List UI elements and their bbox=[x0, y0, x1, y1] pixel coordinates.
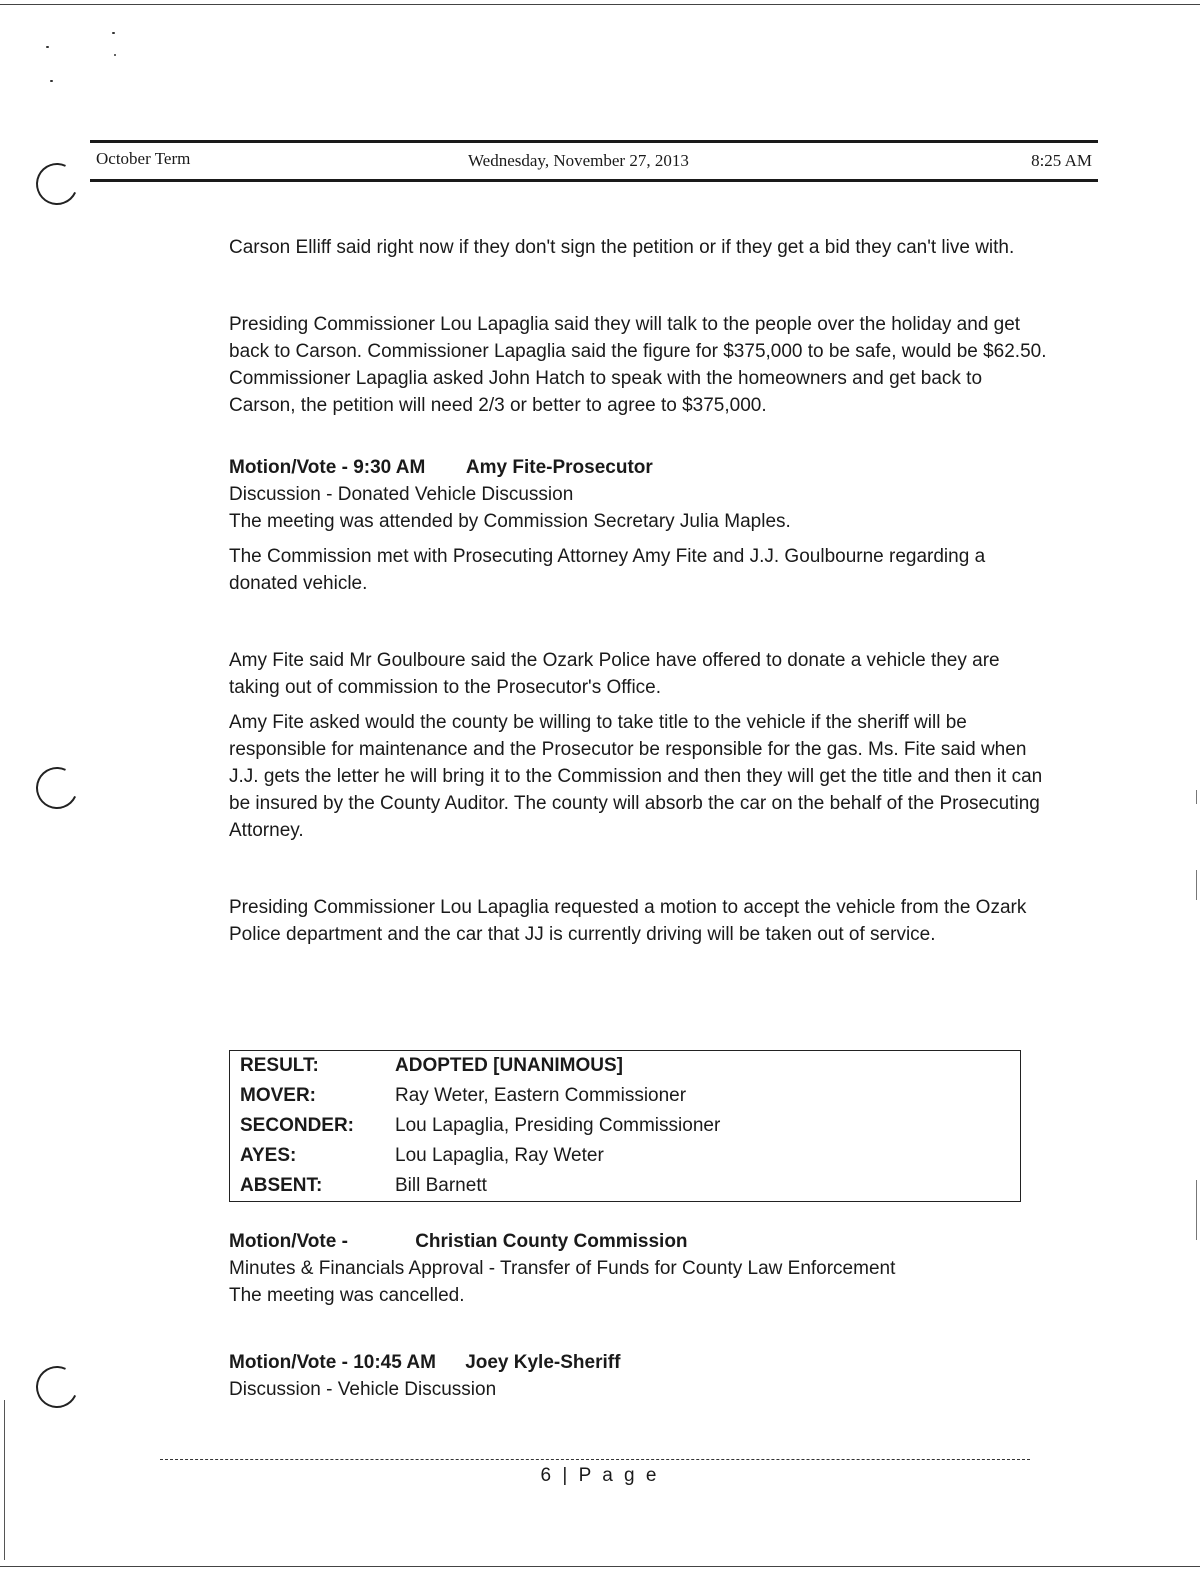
result-value: ADOPTED [UNANIMOUS] bbox=[395, 1055, 623, 1076]
seconder-value: Lou Lapaglia, Presiding Commissioner bbox=[395, 1115, 721, 1136]
table-row bbox=[230, 1171, 1021, 1202]
scan-speck bbox=[50, 80, 53, 82]
section-heading bbox=[229, 454, 1049, 481]
page-header bbox=[96, 147, 1092, 175]
paragraph: Amy Fite asked would the county be willing to take title to the vehicle if the sheriff will be responsible for maintenance and the Prosecutor be responsible for the gas. Ms. Fite said when J.J. gets the letter he will bring it to the Commission and then they will get the title and then it can be insured by the County Auditor. The county will absorb the car on the behalf of the Prosecuting Attorney. bbox=[229, 712, 1043, 841]
minutes-body bbox=[229, 234, 1049, 948]
mover-key: MOVER: bbox=[240, 1085, 316, 1106]
header-time: 8:25 AM bbox=[1031, 151, 1092, 170]
status-line: The meeting was cancelled. bbox=[229, 1285, 465, 1306]
motion-label: Motion/Vote - bbox=[229, 457, 348, 478]
scan-speck bbox=[114, 54, 116, 56]
ayes-value: Lou Lapaglia, Ray Weter bbox=[395, 1145, 604, 1166]
seconder-key: SECONDER: bbox=[240, 1115, 355, 1136]
paragraph: Presiding Commissioner Lou Lapaglia said they will talk to the people over the holiday and get back to Carson. Commissioner Lapaglia said the figure for $375,000 to be safe, would be $62.50. Commissioner Lapaglia asked John Hatch to speak with the homeowners and get back to Carson, the petition will need 2/3 or better to agree to $375,000. bbox=[229, 314, 1047, 416]
table-row bbox=[230, 1081, 1021, 1111]
absent-key: ABSENT: bbox=[240, 1175, 323, 1196]
binder-hole bbox=[30, 1360, 84, 1414]
scan-speck bbox=[112, 32, 115, 34]
page-word: P a g e bbox=[578, 1465, 660, 1486]
paragraph: The Commission met with Prosecuting Attorney Amy Fite and J.J. Goulbourne regarding a donated vehicle. bbox=[229, 546, 986, 594]
page-number: 6 bbox=[540, 1465, 555, 1486]
margin-mark bbox=[1196, 790, 1197, 804]
minutes-body-lower bbox=[229, 1228, 1049, 1403]
table-row bbox=[230, 1111, 1021, 1141]
page-separator: | bbox=[562, 1465, 571, 1486]
discussion-line: Minutes & Financials Approval - Transfer of Funds for County Law Enforcement bbox=[229, 1258, 896, 1279]
paragraph: Presiding Commissioner Lou Lapaglia requested a motion to accept the vehicle from the Ozark Police department and the car that JJ is currently driving will be taken out of service. bbox=[229, 897, 1027, 945]
scan-speck bbox=[46, 46, 49, 48]
absent-value: Bill Barnett bbox=[395, 1175, 487, 1196]
margin-mark bbox=[1196, 1180, 1197, 1240]
motion-who: Christian County Commission bbox=[415, 1231, 688, 1252]
header-date: Wednesday, November 27, 2013 bbox=[468, 151, 689, 170]
motion-who: Joey Kyle-Sheriff bbox=[465, 1352, 621, 1373]
attended-line: The meeting was attended by Commission Secretary Julia Maples. bbox=[229, 511, 791, 532]
scan-edge-bottom bbox=[0, 1566, 1200, 1567]
motion-label: Motion/Vote - bbox=[229, 1231, 348, 1252]
motion-label: Motion/Vote - bbox=[229, 1352, 348, 1373]
section-heading bbox=[229, 1228, 1049, 1255]
paragraph: Carson Elliff said right now if they don't sign the petition or if they get a bid they can't live with. bbox=[229, 237, 1015, 258]
header-rule-bottom bbox=[90, 179, 1098, 182]
discussion-line: Discussion - Donated Vehicle Discussion bbox=[229, 484, 574, 505]
scan-edge-top bbox=[0, 4, 1200, 5]
binder-hole bbox=[30, 157, 84, 211]
table-row bbox=[230, 1141, 1021, 1171]
motion-who: Amy Fite-Prosecutor bbox=[465, 457, 653, 478]
motion-time: 10:45 AM bbox=[353, 1352, 436, 1373]
binder-hole bbox=[30, 761, 84, 815]
discussion-line: Discussion - Vehicle Discussion bbox=[229, 1379, 497, 1400]
paragraph: Amy Fite said Mr Goulboure said the Ozark Police have offered to donate a vehicle they are taking out of commission to the Prosecutor's Office. bbox=[229, 650, 1000, 698]
motion-time: 9:30 AM bbox=[353, 457, 426, 478]
mover-value: Ray Weter, Eastern Commissioner bbox=[395, 1085, 687, 1106]
margin-mark bbox=[1196, 870, 1197, 900]
result-key: RESULT: bbox=[240, 1055, 319, 1076]
header-term: October Term bbox=[96, 149, 191, 168]
table-row bbox=[230, 1051, 1021, 1082]
page-footer bbox=[0, 1465, 1200, 1487]
section-heading bbox=[229, 1349, 1049, 1376]
ayes-key: AYES: bbox=[240, 1145, 297, 1166]
header-rule-top bbox=[90, 140, 1098, 143]
footer-rule bbox=[160, 1459, 1030, 1460]
vote-result-table bbox=[229, 1050, 1021, 1202]
